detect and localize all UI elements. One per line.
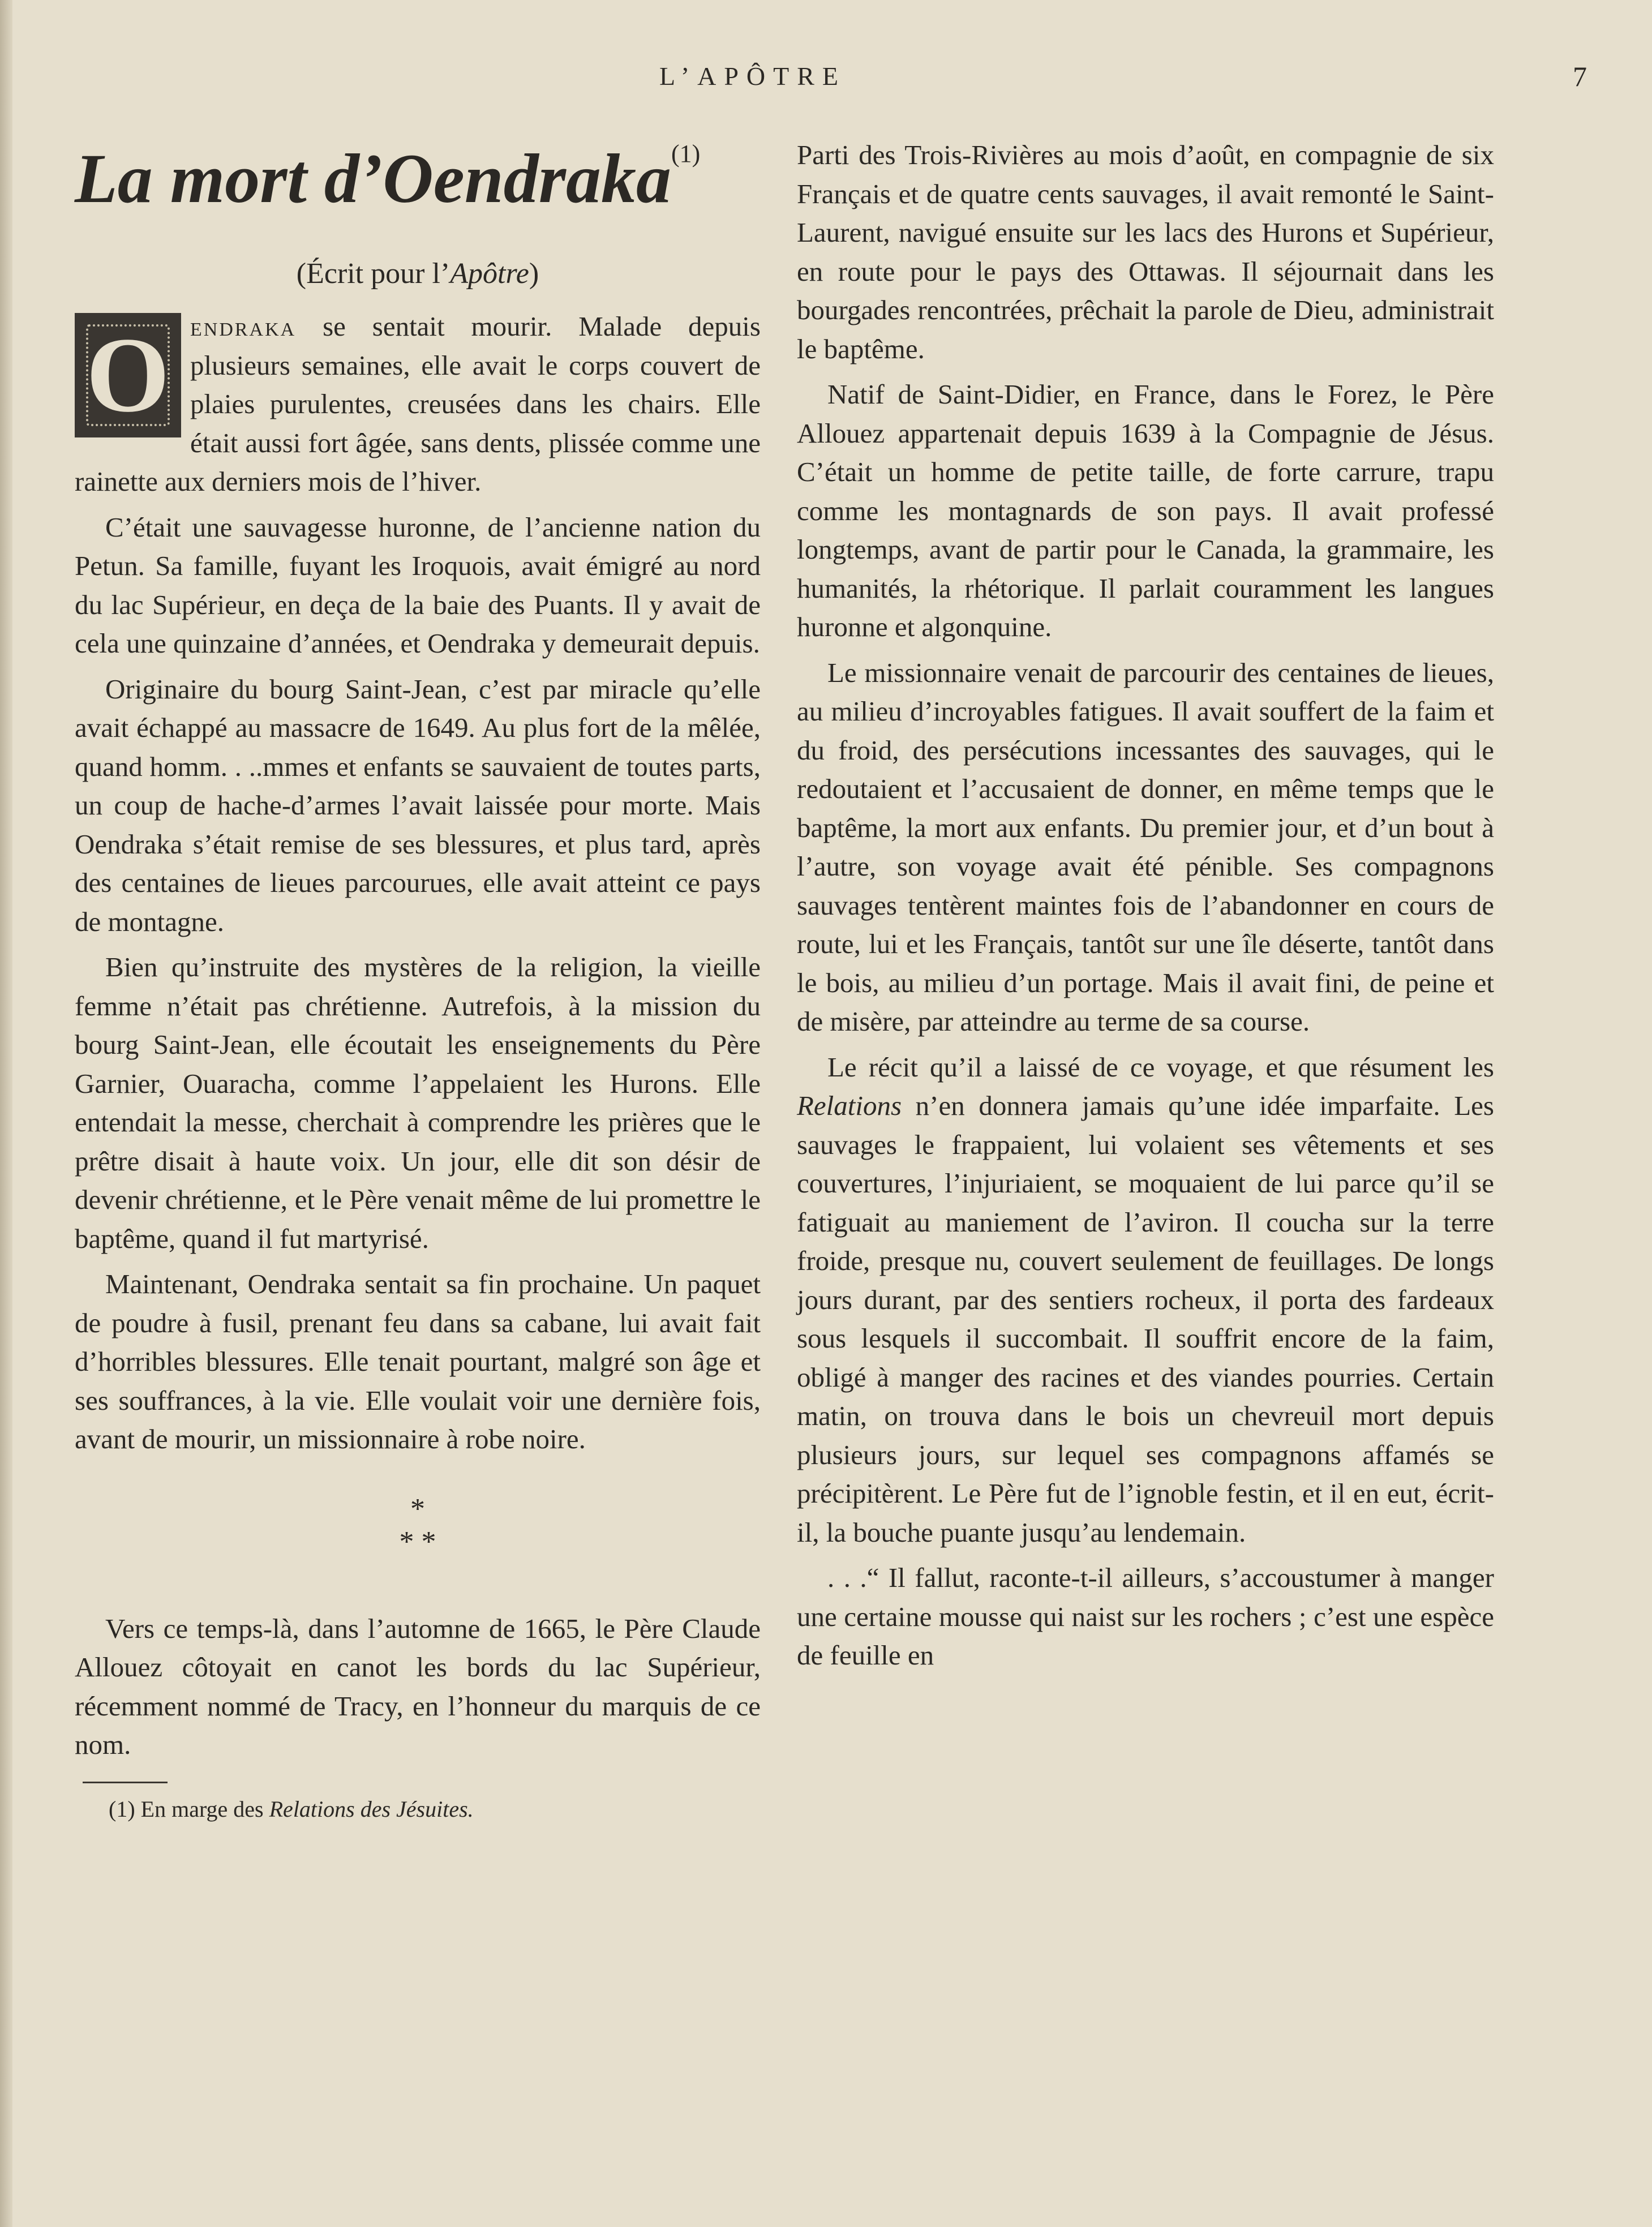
subtitle-prefix: (Écrit pour l’ [296,258,450,290]
left-column [75,136,761,1822]
opening-text: se sentait mourir. Malade depuis plusieurs semaines, elle avait le corps couvert de plaies purulentes, creusées dans les chairs. Elle était aussi fort âgée, sans dents, plissée comme une rainette aux derniers mois de l’hiver. [75,311,761,497]
paragraph: Parti des Trois-Rivières au mois d’août, en compagnie de six Français et de quatre cents sauvages, il avait remonté le Saint-Laurent, navigué ensuite sur les lacs des Hurons et Supérieur, en route pour le pays des Ottawas. Il séjournait dans les bourgades rencontrées, prêchait la parole de Dieu, administrait le baptême. [797,139,1494,364]
dropcap-ornament [75,313,181,437]
section-break [75,1493,761,1559]
running-title: L’APÔTRE [659,62,847,91]
opening-word: endraka [190,311,297,342]
footnote-italic: Relations des Jésuites. [269,1796,474,1822]
paragraph: Maintenant, Oendraka sentait sa fin prochaine. Un paquet de poudre à fusil, prenant feu dans sa cabane, lui avait fait d’horribles blessures. Elle tenait pourtant, malgré son âge et ses souffrances, à la vie. Elle voulait voir une dernière fois, avant de mourir, un missionnaire à robe noire. [75,1268,761,1455]
asterism-top: * [410,1492,425,1525]
paragraph: Natif de Saint-Didier, en France, dans le Forez, le Père Allouez appartenait depuis 1639 à la Compagnie de Jésus. C’était un homme de petite taille, de forte carrure, trapu comme les montagnards de son pays. Il avait professé longtemps, avant de partir pour le Canada, la grammaire, les humanités, la rhétorique. Il parlait couramment les langues huronne et algonquine. [797,379,1494,642]
subtitle-suffix: ) [529,258,539,290]
page-number: 7 [1573,61,1587,92]
page-binding-edge [0,0,12,2227]
paragraph-italic: Relations [797,1090,902,1121]
paragraph-text: Le récit qu’il a laissé de ce voyage, et que résument les [827,1051,1494,1083]
paragraph: Vers ce temps-là, dans l’automne de 1665, le Père Claude Allouez côtoyait en canot les bords du lac Supérieur, récemment nommé de Tracy, en l’honneur du marquis de ce nom. [75,1612,761,1761]
article-title [75,140,761,217]
asterism-bottom: * * [399,1525,436,1558]
opening-paragraph [75,307,761,501]
paragraph: C’était une sauvagesse huronne, de l’ancienne nation du Petun. Sa famille, fuyant les Iroquois, avait émigré au nord du lac Supérieur, en deça de la baie des Puants. Il y avait de cela une quinzaine d’années, et Oendraka y demeurait depuis. [75,511,761,659]
article-subtitle [75,257,761,290]
paragraph [797,1048,1494,1552]
paragraph: Bien qu’instruite des mystères de la religion, la vieille femme n’était pas chrétienne. Autrefois, à la mission du bourg Saint-Jean, elle écoutait les enseignements du Père Garnier, Ouaracha, comme l’appelaient les Hurons. Elle entendait la messe, cherchait à comprendre les prières que le prêtre disait à haute voix. Un jour, elle dit son désir de devenir chrétienne, et le Père venait même de lui promettre le baptême, quand il fut martyrisé. [75,951,761,1254]
footnote-text: (1) En marge des [109,1796,269,1822]
article-title-text: La mort d’Oendraka [75,140,671,217]
footnote [109,1796,761,1822]
right-column [797,136,1494,1682]
subtitle-italic: Apôtre [450,258,529,290]
dropcap-letter: O [86,316,170,435]
footnote-divider [83,1782,168,1783]
title-footnote-marker: (1) [671,140,701,168]
paragraph: Originaire du bourg Saint-Jean, c’est par miracle qu’elle avait échappé au massacre de 1649. Au plus fort de la mêlée, quand homm. . ..mmes et enfants se sauvaient de toutes parts, un coup de hache-d’armes l’avait laissée pour morte. Mais Oendraka s’était remise de ses blessures, et plus tard, après des centaines de lieues parcourues, elle avait atteint ce pays de montagne. [75,673,761,937]
paragraph: Le missionnaire venait de parcourir des centaines de lieues, au milieu d’incroyables fatigues. Il avait souffert de la faim et du froid, des persécutions incessantes des sauvages, qui le redoutaient et l’accusaient de donner, en même temps que le baptême, la mort aux enfants. Du premier jour, et d’un bout à l’autre, son voyage avait été pénible. Ses compagnons sauvages tentèrent maintes fois de l’abandonner en cours de route, lui et les Français, tantôt sur une île déserte, tantôt dans le bois, au milieu d’un portage. Mais il avait fini, de peine et de misère, par atteindre au terme de sa course. [797,656,1494,1037]
paragraph-text: n’en donnera jamais qu’une idée imparfaite. Les sauvages le frappaient, lui volaient ses vêtements et ses couvertures, l’injuriaient, se moquaient de lui parce qu’il se fatiguait au maniement de l’aviron. Il coucha sur la terre froide, presque nu, couvert seulement de feuillages. De longs jours durant, par des sentiers rocheux, il porta des fardeaux sous lesquels il succombait. Il souffrit encore de la faim, obligé à manger des racines et des viandes pourries. Certain matin, on trouva dans le bois un chevreuil mort depuis plusieurs jours, sur lequel ses compagnons affamés se précipitèrent. Le Père fut de l’ignoble festin, et il en eut, écrit-il, la bouche puante jusqu’au lendemain. [797,1090,1494,1548]
paragraph: . . .“ Il fallut, raconte-t-il ailleurs, s’accoustumer à manger une certaine mousse qui naist sur les rochers ; c’est une espèce de feuille en [797,1562,1494,1671]
